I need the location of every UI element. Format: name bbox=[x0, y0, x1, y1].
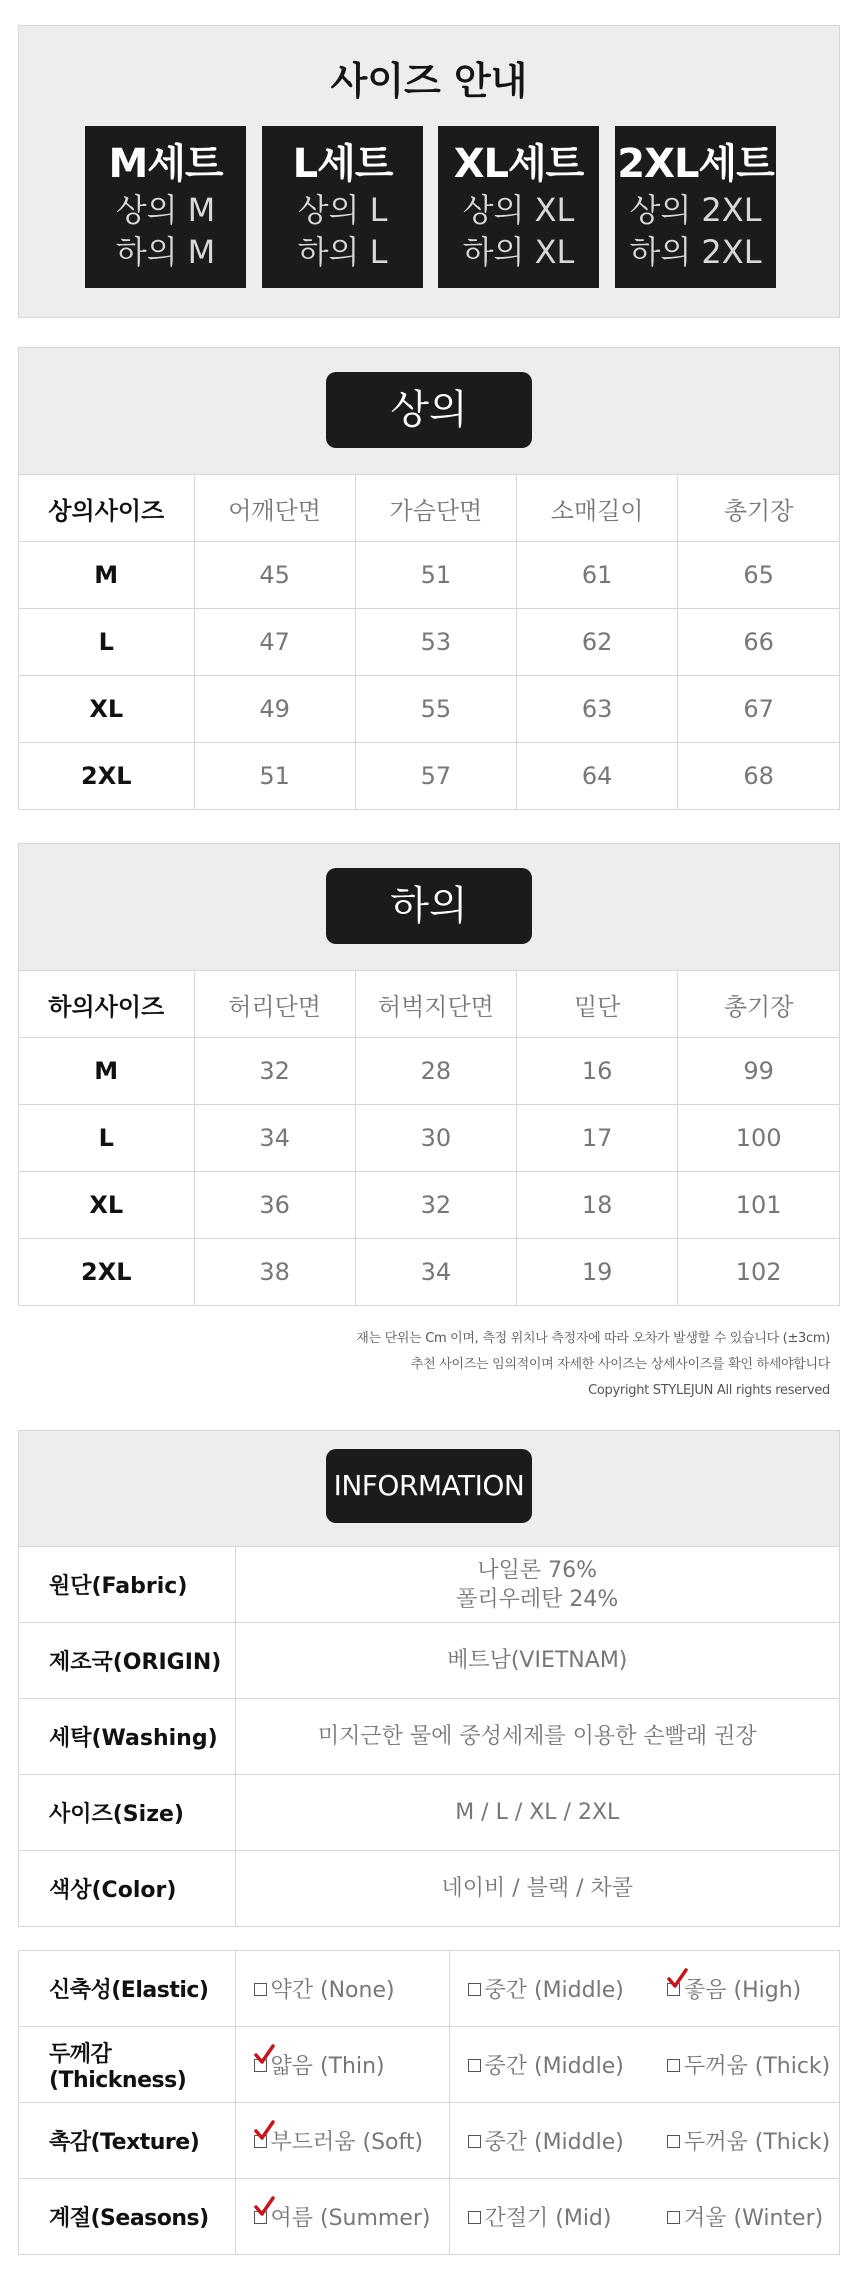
checkmark-icon bbox=[253, 2196, 275, 2218]
table-cell: 55 bbox=[355, 676, 516, 743]
property-label: 촉감(Texture) bbox=[19, 2103, 235, 2179]
table-header-row bbox=[19, 475, 839, 542]
info-label: 원단(Fabric) bbox=[19, 1547, 235, 1623]
table-header-cell: 상의사이즈 bbox=[19, 475, 194, 542]
property-option bbox=[449, 2179, 649, 2255]
table-cell: 19 bbox=[517, 1239, 678, 1306]
option-label: 여름 (Summer) bbox=[270, 2206, 431, 2231]
table-cell: 45 bbox=[194, 542, 355, 609]
size-cell: XL bbox=[19, 1172, 194, 1239]
info-value: 네이비 / 블랙 / 차콜 bbox=[441, 1876, 634, 1901]
size-cell: M bbox=[19, 1038, 194, 1105]
table-row bbox=[19, 2027, 839, 2103]
property-option bbox=[449, 1951, 649, 2027]
table-cell: 65 bbox=[678, 542, 839, 609]
option-label: 간절기 (Mid) bbox=[484, 2206, 612, 2231]
table-cell: 68 bbox=[743, 762, 774, 790]
table-cell: 102 bbox=[735, 1258, 782, 1286]
set-box-m bbox=[85, 126, 246, 288]
copyright-note: Copyright STYLEJUN All rights reserved bbox=[588, 1383, 830, 1398]
top-size-header bbox=[19, 348, 839, 475]
properties-section bbox=[18, 1950, 840, 2255]
property-option bbox=[235, 2103, 449, 2179]
info-label: 사이즈(Size) bbox=[19, 1775, 235, 1851]
table-header-cell: 하의사이즈 bbox=[19, 971, 194, 1038]
size-guide-panel bbox=[18, 25, 840, 318]
property-option bbox=[449, 2103, 649, 2179]
checkmark-icon bbox=[253, 2120, 275, 2142]
set-box-2xl bbox=[615, 126, 776, 288]
option-label: 두꺼움 (Thick) bbox=[684, 2054, 831, 2079]
property-option bbox=[649, 2179, 839, 2255]
size-cell: 2XL bbox=[19, 1239, 194, 1306]
checkbox-icon bbox=[468, 1983, 481, 1996]
checkbox-icon bbox=[468, 2135, 481, 2148]
table-cell: 51 bbox=[194, 743, 355, 810]
note-line: 재는 단위는 Cm 이며, 측정 위치나 측정자에 따라 오차가 발생할 수 있습니다 (±3cm) bbox=[356, 1331, 830, 1346]
checkbox-icon bbox=[667, 1983, 680, 1996]
table-cell: 101 bbox=[678, 1172, 839, 1239]
table-cell: 99 bbox=[678, 1038, 839, 1105]
table-cell: 28 bbox=[355, 1038, 516, 1105]
table-cell: 18 bbox=[517, 1172, 678, 1239]
measurement-notes bbox=[356, 1326, 830, 1404]
set-name: L세트 bbox=[292, 141, 393, 187]
checkmark-icon bbox=[253, 2044, 275, 2066]
properties-table bbox=[19, 1951, 839, 2254]
property-option bbox=[235, 2179, 449, 2255]
checkbox-icon bbox=[667, 2059, 680, 2072]
set-bottom-size: 하의 M bbox=[115, 233, 216, 271]
table-cell: 34 bbox=[355, 1239, 516, 1306]
checkmark-icon bbox=[666, 1968, 688, 1990]
table-cell: 67 bbox=[678, 676, 839, 743]
property-label: 계절(Seasons) bbox=[19, 2179, 235, 2255]
table-cell: 36 bbox=[194, 1172, 355, 1239]
bottom-size-table bbox=[19, 971, 839, 1305]
table-header-cell: 밑단 bbox=[517, 971, 678, 1038]
set-top-size: 상의 2XL bbox=[629, 191, 762, 229]
table-row bbox=[19, 2103, 839, 2179]
table-header-cell: 총기장 bbox=[678, 475, 839, 542]
size-cell: L bbox=[19, 609, 194, 676]
property-label: 신축성(Elastic) bbox=[19, 1951, 235, 2027]
option-label: 약간 (None) bbox=[270, 1978, 395, 2003]
table-cell: 34 bbox=[194, 1105, 355, 1172]
property-option bbox=[649, 2103, 839, 2179]
info-label: 세탁(Washing) bbox=[19, 1699, 235, 1775]
table-row bbox=[19, 2179, 839, 2255]
table-row bbox=[19, 1623, 839, 1699]
info-value: 베트남(VIETNAM) bbox=[235, 1623, 839, 1699]
checkbox-icon bbox=[468, 2211, 481, 2224]
table-row bbox=[19, 1775, 839, 1851]
fabric-line: 폴리우레탄 24% bbox=[456, 1586, 619, 1612]
table-cell: 17 bbox=[517, 1105, 678, 1172]
table-row bbox=[19, 542, 839, 609]
top-size-section bbox=[18, 347, 840, 810]
option-label: 중간 (Middle) bbox=[484, 1978, 624, 2003]
table-cell: 57 bbox=[355, 743, 516, 810]
top-size-table bbox=[19, 475, 839, 809]
table-header-cell: 허벅지단면 bbox=[355, 971, 516, 1038]
property-option bbox=[449, 2027, 649, 2103]
property-option bbox=[235, 1951, 449, 2027]
table-row bbox=[19, 743, 839, 810]
table-header-cell: 어깨단면 bbox=[194, 475, 355, 542]
table-cell: 51 bbox=[355, 542, 516, 609]
size-cell: M bbox=[19, 542, 194, 609]
checkbox-icon bbox=[254, 2059, 267, 2072]
information-table bbox=[19, 1547, 839, 1926]
checkbox-icon bbox=[468, 2059, 481, 2072]
table-cell: 61 bbox=[517, 542, 678, 609]
checkbox-icon bbox=[667, 2211, 680, 2224]
option-label: 두꺼움 (Thick) bbox=[684, 2130, 831, 2155]
checkbox-icon bbox=[667, 2135, 680, 2148]
table-cell: 64 bbox=[517, 743, 678, 810]
set-bottom-size: 하의 2XL bbox=[629, 233, 762, 271]
size-cell: XL bbox=[19, 676, 194, 743]
table-row bbox=[19, 1105, 839, 1172]
note-line: 추천 사이즈는 임의적이며 자세한 사이즈는 상세사이즈를 확인 하세야합니다 bbox=[410, 1357, 830, 1372]
info-value: 미지근한 물에 중성세제를 이용한 손빨래 권장 bbox=[235, 1699, 839, 1775]
table-cell: 49 bbox=[194, 676, 355, 743]
checkbox-icon bbox=[254, 2135, 267, 2148]
table-cell: 16 bbox=[517, 1038, 678, 1105]
table-row bbox=[19, 1038, 839, 1105]
table-row bbox=[19, 609, 839, 676]
property-option bbox=[649, 2027, 839, 2103]
size-cell: L bbox=[19, 1105, 194, 1172]
set-bottom-size: 하의 XL bbox=[462, 233, 575, 271]
table-cell: 32 bbox=[194, 1038, 355, 1105]
bottom-size-header bbox=[19, 844, 839, 971]
set-name: 2XL세트 bbox=[617, 141, 774, 187]
bottom-size-title: 하의 bbox=[326, 868, 532, 944]
property-option bbox=[649, 1951, 839, 2027]
table-header-cell: 총기장 bbox=[678, 971, 839, 1038]
option-label: 겨울 (Winter) bbox=[684, 2206, 824, 2231]
table-row bbox=[19, 1239, 839, 1306]
table-row bbox=[19, 1547, 839, 1623]
set-name: M세트 bbox=[108, 141, 223, 187]
table-cell: 53 bbox=[355, 609, 516, 676]
table-row bbox=[19, 1951, 839, 2027]
set-top-size: 상의 M bbox=[115, 191, 216, 229]
table-header-cell: 허리단면 bbox=[194, 971, 355, 1038]
set-bottom-size: 하의 L bbox=[297, 233, 388, 271]
info-value: M / L / XL / 2XL bbox=[235, 1775, 839, 1851]
set-top-size: 상의 L bbox=[297, 191, 388, 229]
table-cell: 62 bbox=[517, 609, 678, 676]
table-row bbox=[19, 1172, 839, 1239]
size-cell: 2XL bbox=[19, 743, 194, 810]
top-size-title: 상의 bbox=[326, 372, 532, 448]
table-cell: 30 bbox=[355, 1105, 516, 1172]
property-option bbox=[235, 2027, 449, 2103]
set-top-size: 상의 XL bbox=[462, 191, 575, 229]
table-header-cell: 소매길이 bbox=[517, 475, 678, 542]
checkbox-icon bbox=[254, 1983, 267, 1996]
table-cell: 100 bbox=[678, 1105, 839, 1172]
option-label: 얇음 (Thin) bbox=[270, 2054, 385, 2079]
table-row bbox=[19, 1699, 839, 1775]
table-cell: 66 bbox=[678, 609, 839, 676]
table-cell: 47 bbox=[194, 609, 355, 676]
option-label: 부드러움 (Soft) bbox=[270, 2130, 424, 2155]
table-cell: 63 bbox=[517, 676, 678, 743]
option-label: 중간 (Middle) bbox=[484, 2054, 624, 2079]
information-title: INFORMATION bbox=[326, 1449, 532, 1523]
checkbox-icon bbox=[254, 2211, 267, 2224]
table-cell: 38 bbox=[194, 1239, 355, 1306]
option-label: 좋음 (High) bbox=[684, 1978, 802, 2003]
property-label: 두께감(Thickness) bbox=[19, 2027, 235, 2103]
table-header-cell: 가슴단면 bbox=[355, 475, 516, 542]
info-value bbox=[235, 1547, 839, 1623]
set-box-l bbox=[262, 126, 423, 288]
information-header bbox=[19, 1431, 839, 1547]
table-row bbox=[19, 1851, 839, 1927]
info-label: 제조국(ORIGIN) bbox=[19, 1623, 235, 1699]
table-header-row bbox=[19, 971, 839, 1038]
bottom-size-section bbox=[18, 843, 840, 1306]
fabric-line: 나일론 76% bbox=[477, 1557, 598, 1583]
size-guide-title: 사이즈 안내 bbox=[330, 59, 528, 103]
table-cell: 32 bbox=[355, 1172, 516, 1239]
info-label: 색상(Color) bbox=[19, 1851, 235, 1927]
table-row bbox=[19, 676, 839, 743]
set-box-xl bbox=[438, 126, 599, 288]
option-label: 중간 (Middle) bbox=[484, 2130, 624, 2155]
set-name: XL세트 bbox=[453, 141, 584, 187]
information-section bbox=[18, 1430, 840, 1927]
